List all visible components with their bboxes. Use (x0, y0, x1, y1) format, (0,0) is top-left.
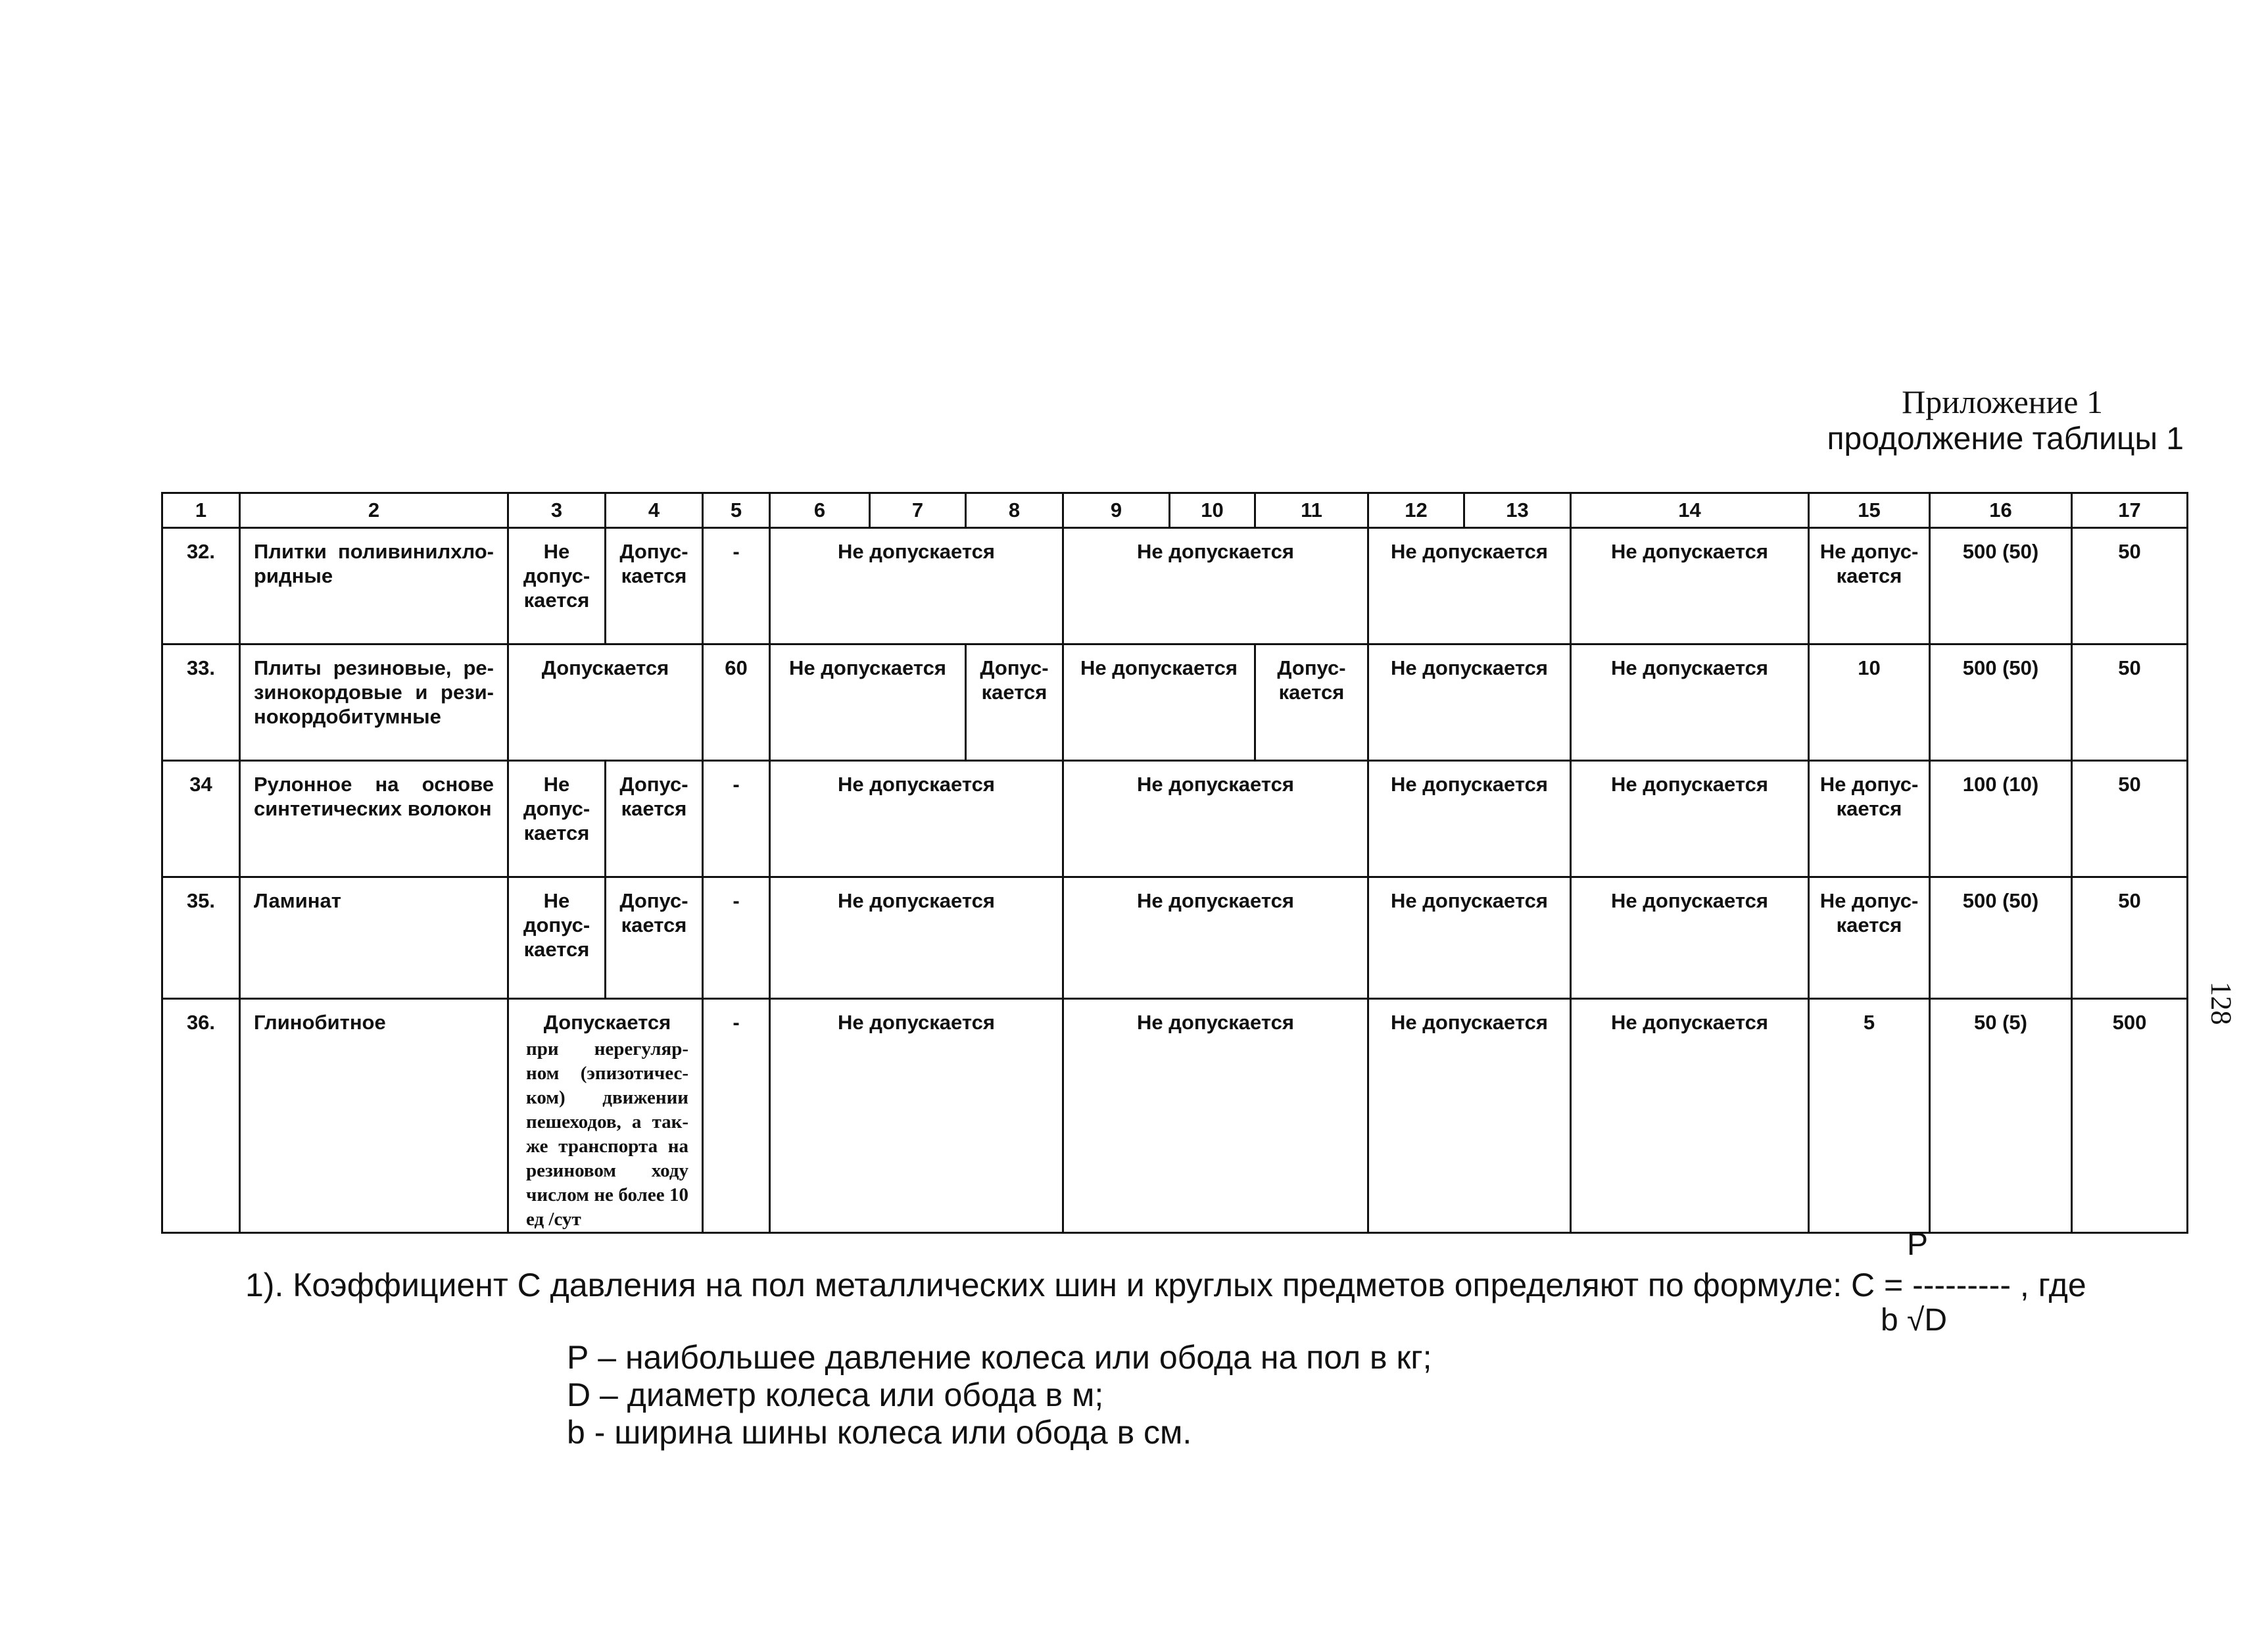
table-cell: Допус-кается (606, 528, 703, 644)
table-cell: Не допускается (1063, 999, 1368, 1233)
table-cell: Не допускается (1368, 999, 1571, 1233)
table-cell: Не допускается (1368, 761, 1571, 877)
table-cell: Не допус-кается (508, 761, 606, 877)
table-cell: Не допускается (1368, 528, 1571, 644)
table-cell: Не допускается (1063, 644, 1255, 761)
table-cell: Допус-кается (1255, 644, 1368, 761)
column-header: 6 (770, 493, 870, 528)
table-cell: 500 (50) (1930, 528, 2072, 644)
table-row (162, 761, 2188, 877)
column-header: 16 (1930, 493, 2072, 528)
flooring-table (161, 492, 2188, 1234)
table-cell: Не допускается (770, 877, 1063, 999)
table-cell: Не допускается (1571, 644, 1809, 761)
table-cell: 50 (5) (1930, 999, 2072, 1233)
floor-type: Ламинат (240, 877, 508, 999)
column-header: 4 (606, 493, 703, 528)
table-cell: 50 (2072, 528, 2188, 644)
table-cell: Не допус-кается (1809, 877, 1930, 999)
table-row (162, 877, 2188, 999)
formula-denominator: b √D (1881, 1303, 1948, 1338)
table-cell: Не допускается (770, 761, 1063, 877)
table-cell: Не допускается (1571, 528, 1809, 644)
table-cell: 60 (703, 644, 770, 761)
column-header: 3 (508, 493, 606, 528)
column-header: 17 (2072, 493, 2188, 528)
column-header: 9 (1063, 493, 1170, 528)
table-cell: Не допус-кается (508, 528, 606, 644)
table-cell: 500 (50) (1930, 644, 2072, 761)
footnote-text: 1). Коэффициент С давления на пол металлических шин и круглых предметов определяют по формуле: С = --------- , где (245, 1267, 2086, 1303)
table-row (162, 528, 2188, 644)
row-number: 33. (162, 644, 240, 761)
table-cell: Не допус-кается (1809, 761, 1930, 877)
definition-d: D – диаметр колеса или обода в м; (567, 1376, 1104, 1413)
table-cell: Не допус-кается (508, 877, 606, 999)
column-header: 10 (1170, 493, 1255, 528)
column-header: 7 (870, 493, 966, 528)
table-cell: Допус-кается (606, 761, 703, 877)
table-cell: Не допускается (1368, 644, 1571, 761)
table-cell: 5 (1809, 999, 1930, 1233)
table-cell: Не допускается (1571, 761, 1809, 877)
floor-type: Плиты резиновые, ре-зинокордовые и рези-нокордобитумные (240, 644, 508, 761)
row-number: 34 (162, 761, 240, 877)
floor-type: Рулонное на основе синтетических волокон (240, 761, 508, 877)
column-header: 5 (703, 493, 770, 528)
table-cell: - (703, 761, 770, 877)
appendix-title: Приложение 1 (1902, 383, 2103, 420)
permission-note: при нерегуляр-ном (эпизотичес-ком) движении пешеходов, а так-же транспорта на резиновом ходу числом не более 10 ед /сут (526, 1038, 688, 1230)
table-cell: 500 (2072, 999, 2188, 1233)
column-header: 14 (1571, 493, 1809, 528)
table-cell: 50 (2072, 877, 2188, 999)
table-cell: Допус-кается (966, 644, 1063, 761)
table-cell: - (703, 528, 770, 644)
column-header: 15 (1809, 493, 1930, 528)
table-cell: Не допускается (1368, 877, 1571, 999)
table-row (162, 999, 2188, 1233)
table-cell: Не допускается (1571, 877, 1809, 999)
table-cell: Не допускается (1063, 877, 1368, 999)
table-cell: Не допускается (770, 528, 1063, 644)
column-header: 1 (162, 493, 240, 528)
table-cell: Не допускается (1063, 528, 1368, 644)
table-cell: Не допускается (770, 644, 966, 761)
table-cell: Не допус-кается (1809, 528, 1930, 644)
table-cell: - (703, 999, 770, 1233)
table-cell: 500 (50) (1930, 877, 2072, 999)
column-header: 11 (1255, 493, 1368, 528)
row-number: 35. (162, 877, 240, 999)
permission-note-cell (508, 999, 703, 1233)
column-header: 8 (966, 493, 1063, 528)
page-number: 128 (2205, 981, 2238, 1025)
table-cell: Не допускается (770, 999, 1063, 1233)
column-header: 13 (1464, 493, 1571, 528)
table-cell: 10 (1809, 644, 1930, 761)
table-row (162, 644, 2188, 761)
table-cell: 100 (10) (1930, 761, 2072, 877)
row-number: 36. (162, 999, 240, 1233)
permission-heading: Допускается (543, 1011, 671, 1034)
definition-b: b - ширина шины колеса или обода в см. (567, 1414, 1192, 1451)
table-continuation-label: продолжение таблицы 1 (1827, 422, 2184, 456)
definition-p: Р – наибольшее давление колеса или обода на пол в кг; (567, 1339, 1432, 1376)
formula-numerator: P (1907, 1227, 1929, 1262)
table-cell: 50 (2072, 761, 2188, 877)
table-cell: Не допускается (1063, 761, 1368, 877)
flooring-table-container (161, 492, 2188, 1234)
table-cell: Допус-кается (606, 877, 703, 999)
column-number-row (162, 493, 2188, 528)
row-number: 32. (162, 528, 240, 644)
floor-type: Глинобитное (240, 999, 508, 1233)
table-cell: 50 (2072, 644, 2188, 761)
column-header: 2 (240, 493, 508, 528)
table-cell: Не допускается (1571, 999, 1809, 1233)
table-cell: Допускается (508, 644, 703, 761)
table-cell: - (703, 877, 770, 999)
floor-type: Плитки поливинилхло-ридные (240, 528, 508, 644)
column-header: 12 (1368, 493, 1464, 528)
